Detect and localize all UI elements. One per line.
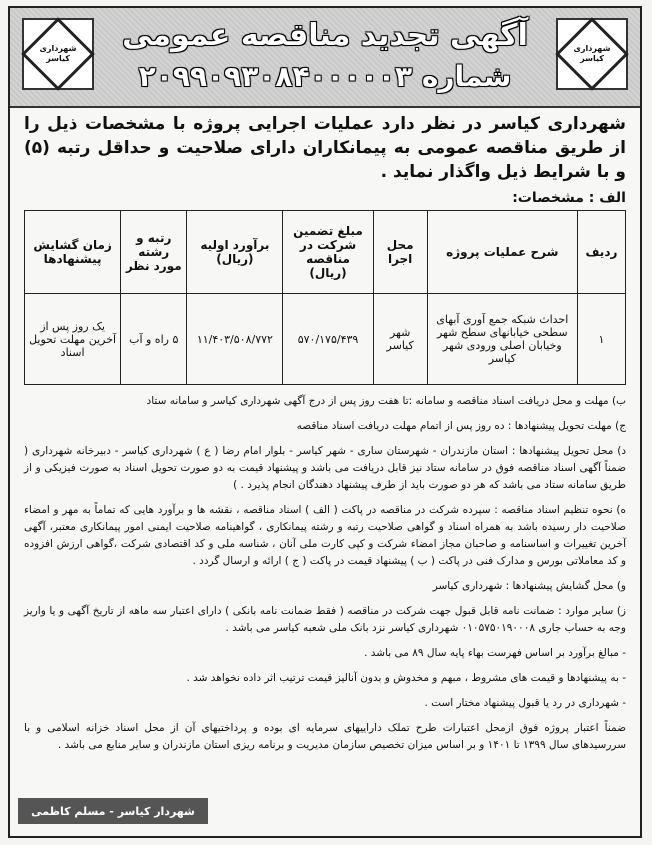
spec-label: الف : مشخصات: — [512, 190, 626, 206]
notice-header — [10, 8, 640, 108]
paragraph-b: ب) مهلت و محل دریافت اسناد مناقصه و سامانه :تا هفت روز پس از درج آگهی شهرداری کیاسر و سامانه ستاد — [146, 395, 626, 407]
notice-content — [24, 112, 626, 754]
paragraph-d: د) محل تحویل پیشنهادها : استان مازندران - شهرستان ساری - شهر کیاسر - بلوار امام رضا ( ع ) شهرداری کیاسر - دبیرخانه شهرداری ( ضمناً آگهی اسناد مناقصه فوق در سامانه ستاد نیز قابل دریافت می باشد و پیشنهاد قیمت به دو صورت تحویل اسناد به صورت فیزیکی و از طریق سامانه ستاد می باشد که هر دو صورت باید از طرف پیشنهاد دهندگان انجام پذیرد . ) — [24, 445, 626, 491]
intro-text: شهرداری کیاسر در نظر دارد عملیات اجرایی پروژه با مشخصات ذیل را از طریق مناقصه عمومی به پیمانکاران دارای صلاحیت و حداقل رتبه (۵) و با شرایط ذیل واگذار نماید . — [24, 114, 626, 182]
table-header: مبلغ تضمین شرکت در مناقصه (ریال) — [283, 211, 373, 294]
paragraph-f: و) محل گشایش پیشنهادها : شهرداری کیاسر — [432, 580, 626, 592]
note-municipality-discretion: - شهرداری در رد یا قبول پیشنهاد مختار است . — [424, 697, 626, 709]
table-header: محل اجرا — [373, 211, 427, 294]
table-cell: یک روز پس از آخرین مهلت تحویل اسناد — [25, 294, 121, 385]
note-estimate: - مبالغ برآورد بر اساس فهرست بهاء پایه سال ۸۹ می باشد . — [364, 647, 626, 659]
municipality-logo-right — [556, 18, 628, 90]
table-header: زمان گشایش پیشنهادها — [25, 211, 121, 294]
note-conditional-bids: - به پیشنهادها و قیمت های مشروط ، مبهم و مخدوش و بدون آنالیز قیمت ترتیب اثر داده نخواهد شد . — [186, 672, 626, 684]
logo-text: شهرداری کیاسر — [39, 44, 77, 63]
notice-title: آگهی تجدید مناقصه عمومی — [122, 18, 528, 53]
municipality-logo-left — [22, 18, 94, 90]
paragraph-c: ج) مهلت تحویل پیشنهادها : ده روز پس از اتمام مهلت دریافت اسناد مناقصه — [296, 420, 626, 432]
table-cell: احداث شبکه جمع آوری آبهای سطحی خیابانهای سطح شهر وخیابان اصلی ورودی شهر کیاسر — [427, 294, 577, 385]
table-header: رتبه و رشته مورد نظر — [121, 211, 187, 294]
table-cell: شهر کیاسر — [373, 294, 427, 385]
table-cell: ۵ راه و آب — [121, 294, 187, 385]
table-header: شرح عملیات پروژه — [427, 211, 577, 294]
paragraph-g: ز) سایر موارد : ضمانت نامه قابل قبول جهت شرکت در مناقصه ( فقط ضمانت نامه بانکی ) دارای اعتبار سه ماهه از تاریخ آگهی و یا واریز وجه به حساب جاری ۰۱۰۵۷۵۰۱۹۰۰۰۸ شهرداری کیاسر نزد بانک ملی شعبه کیاسر می باشد . — [24, 605, 626, 634]
table-cell: ۱۱/۴۰۳/۵۰۸/۷۷۲ — [187, 294, 283, 385]
mayor-signature-box: شهردار کیاسر - مسلم کاظمی — [18, 798, 208, 824]
table-header-row — [25, 211, 626, 294]
table-header: برآورد اولیه (ریال) — [187, 211, 283, 294]
notice-number: شماره ۲۰۹۹۰۹۳۰۸۴۰۰۰۰۰۳ — [138, 60, 512, 93]
note-funding: ضمناً اعتبار پروژه فوق ازمحل اعتبارات طرح تملک داراییهای سرمایه ای بوده و پرداختیهای آن از محل اسناد خزانه اسلامی و با سررسیدهای سال ۱۳۹۹ تا ۱۴۰۱ و بر اساس میزان تخصیص سازمان مدیریت و برنامه ریزی استان مازندران و سایر منابع می باشد . — [24, 722, 626, 751]
table-row — [25, 294, 626, 385]
project-table — [24, 210, 626, 385]
paragraph-e: ه) نحوه تنظیم اسناد مناقصه : سپرده شرکت در مناقصه در پاکت ( الف ) اسناد مناقصه ، نقشه ها و برآورد هایی که تماماً به مهر و امضاء صلاحیت دار رسیده باشد به همراه اسناد و گواهی صلاحیت رتبه و رشته پیمانکاری ، گواهینامه صلاحیت ایمنی امور پیمانکاری معتبر، آگهی آخرین تغییرات و اساسنامه و صاحبان مجاز امضاء شرکت و کپی کارت ملی آنان ، شناسه ملی و کد اقتصادی شرکت ،گواهی ارزش افزوده و کد معاملاتی بورس و مدارک فنی در پاکت ( ب ) پیشنهاد قیمت در پاکت ( ج ) ارائه و ارسال گردد . — [24, 504, 626, 567]
table-header: ردیف — [577, 211, 625, 294]
table-cell: ۵۷۰/۱۷۵/۴۳۹ — [283, 294, 373, 385]
notice-frame — [8, 6, 642, 838]
logo-text: شهرداری کیاسر — [573, 44, 611, 63]
table-cell: ۱ — [577, 294, 625, 385]
